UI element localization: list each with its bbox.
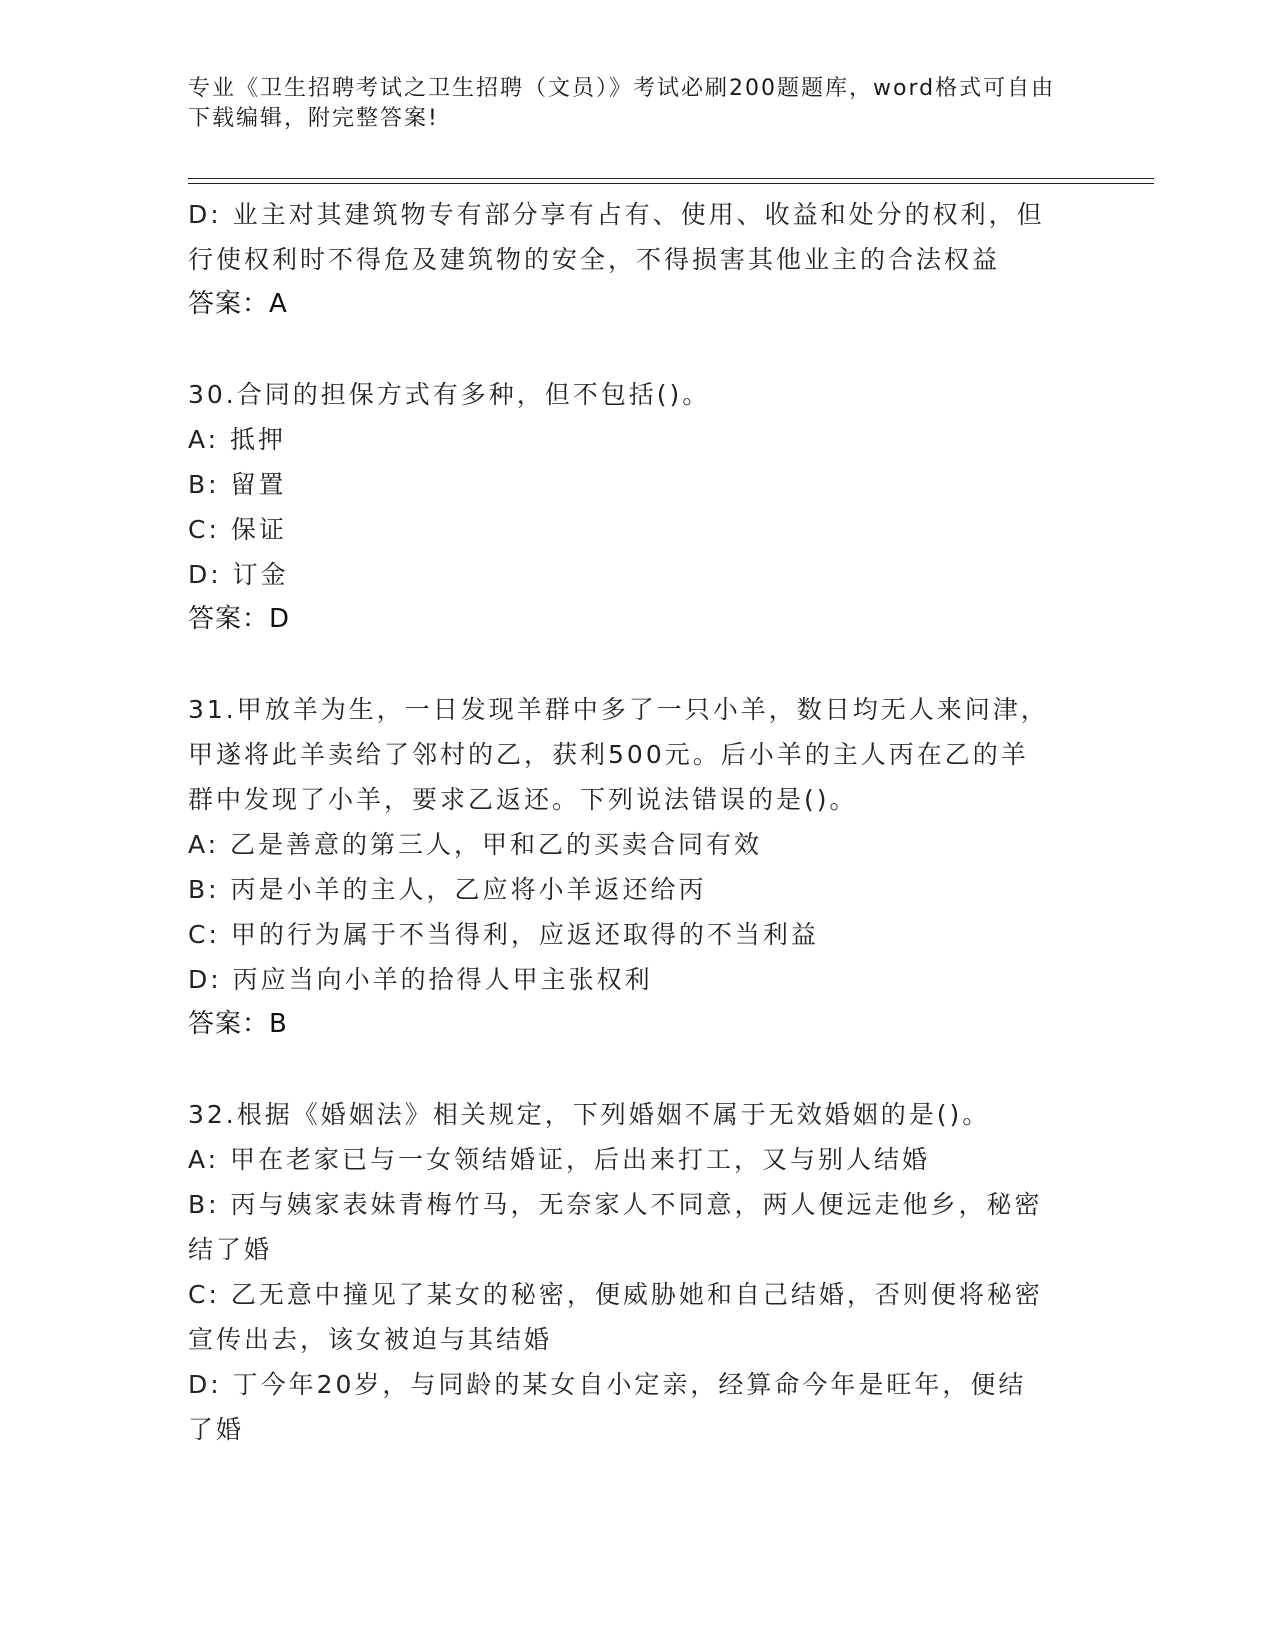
option-d-line-2: 行使权利时不得危及建筑物的安全，不得损害其他业主的合法权益 [188, 245, 1001, 274]
spacer [188, 1047, 1088, 1092]
option-c-line-1: C: 乙无意中撞见了某女的秘密，便威胁她和自己结婚，否则便将秘密 [188, 1280, 1043, 1309]
answer-label: 答案：A [188, 289, 288, 319]
option-b: B: 留置 [188, 470, 287, 499]
spacer [188, 327, 1088, 372]
option-a: A: 甲在老家已与一女领结婚证，后出来打工，又与别人结婚 [188, 1145, 931, 1174]
page-header: 专业《卫生招聘考试之卫生招聘（文员）》考试必刷200题题库，word格式可自由下载编辑，附完整答案! [188, 76, 1056, 131]
question-30 [188, 372, 1088, 642]
question-stem: 32.根据《婚姻法》相关规定，下列婚姻不属于无效婚姻的是()。 [188, 1100, 991, 1129]
previous-question-tail [188, 192, 1088, 327]
option-c: C: 甲的行为属于不当得利，应返还取得的不当利益 [188, 920, 819, 949]
answer-label: 答案：B [188, 1009, 288, 1039]
option-b-line-1: B: 丙与姨家表妹青梅竹马，无奈家人不同意，两人便远走他乡，秘密 [188, 1190, 1043, 1219]
option-d: D: 丙应当向小羊的拾得人甲主张权利 [188, 965, 653, 994]
option-b-line-2: 结了婚 [188, 1235, 273, 1264]
question-stem: 30.合同的担保方式有多种，但不包括()。 [188, 380, 711, 409]
question-stem-line-1: 31.甲放羊为生，一日发现羊群中多了一只小羊，数日均无人来问津， [188, 695, 1049, 724]
option-d: D: 订金 [188, 560, 289, 589]
question-stem-line-3: 群中发现了小羊，要求乙返还。下列说法错误的是()。 [188, 785, 858, 814]
question-31 [188, 687, 1088, 1047]
question-stem-line-2: 甲遂将此羊卖给了邻村的乙，获利500元。后小羊的主人丙在乙的羊 [188, 740, 1029, 769]
option-c: C: 保证 [188, 515, 287, 544]
option-a: A: 抵押 [188, 425, 287, 454]
question-32 [188, 1092, 1088, 1452]
header-divider [188, 178, 1154, 184]
answer-label: 答案：D [188, 604, 291, 634]
spacer [188, 642, 1088, 687]
option-c-line-2: 宣传出去，该女被迫与其结婚 [188, 1325, 553, 1354]
option-a: A: 乙是善意的第三人，甲和乙的买卖合同有效 [188, 830, 763, 859]
option-d-line-2: 了婚 [188, 1415, 245, 1444]
option-d-line-1: D: 丁今年20岁，与同龄的某女自小定亲，经算命今年是旺年，便结 [188, 1370, 1027, 1399]
option-d-line-1: D: 业主对其建筑物专有部分享有占有、使用、收益和处分的权利，但 [188, 200, 1045, 229]
option-b: B: 丙是小羊的主人，乙应将小羊返还给丙 [188, 875, 707, 904]
question-content [188, 192, 1088, 1452]
